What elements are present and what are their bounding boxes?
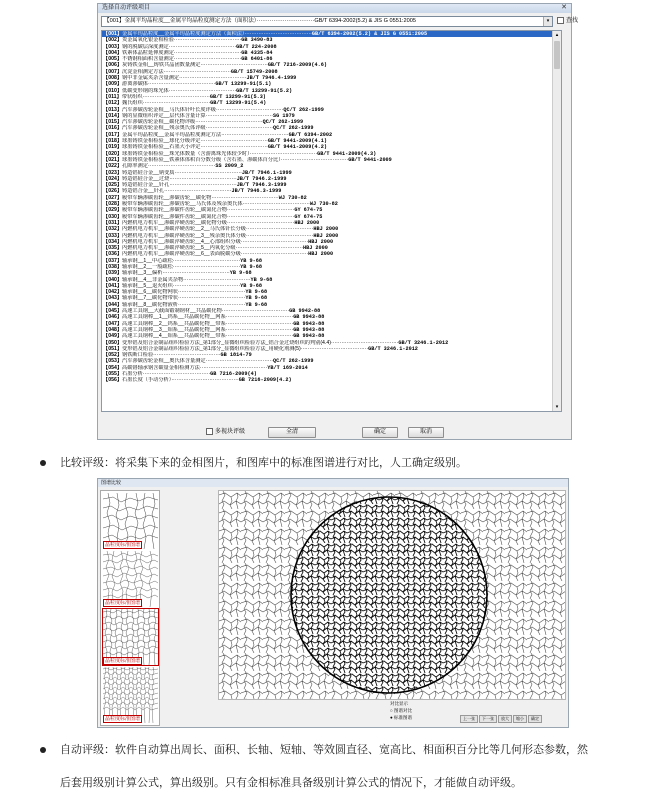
item-dots: ······································· bbox=[221, 131, 289, 138]
item-code: 【012】 bbox=[103, 100, 123, 107]
item-standard: GB/T 6394-2002 bbox=[288, 131, 333, 138]
item-name: 金属平均晶粒度__金属平均晶粒度测定方法（面积法） bbox=[122, 31, 245, 37]
item-name: 球墨铸铁金相检验__石墨大小评定 bbox=[122, 144, 201, 151]
item-code: 【051】 bbox=[103, 345, 123, 352]
checkbox-box[interactable] bbox=[557, 17, 564, 24]
item-standard: GB/T 13299-91(5.3) bbox=[209, 93, 266, 100]
item-name: 履带车辆渗碳齿轮__渗碳件齿轮__碳氮化合物 bbox=[122, 213, 227, 220]
item-dots: ······································· bbox=[153, 352, 221, 359]
item-standard: GB 7216-2009(4.2) bbox=[238, 377, 292, 384]
item-dots: ······································· bbox=[205, 125, 273, 132]
item-dots: ······································· bbox=[225, 320, 294, 327]
zoom-in-button[interactable]: 放大 bbox=[498, 715, 512, 723]
item-standard: GB 7216-2009(4) bbox=[210, 371, 257, 378]
item-dots: ······································· bbox=[300, 345, 369, 352]
item-name: 变形铝及铝合金制品组织检验方法_第1部分_显微组织检验方法_铝合金过烧组织的判别(4.4) bbox=[122, 339, 331, 346]
item-name: 内燃机电力机车__渗碳淬硬齿轮__碳化物分级 bbox=[122, 219, 227, 226]
item-standard: GY 674-75 bbox=[294, 207, 323, 214]
item-code: 【054】 bbox=[103, 364, 123, 371]
item-standard: YB 9-68 bbox=[245, 301, 268, 308]
item-code: 【002】 bbox=[103, 37, 123, 44]
item-standard: YB 9-68 bbox=[229, 270, 252, 277]
item-standard: GB/T 15749-2008 bbox=[230, 68, 278, 75]
item-standard: JB/T 7946.1-1999 bbox=[241, 169, 292, 176]
item-name: 孔隙率测定 bbox=[122, 163, 148, 170]
item-code: 【053】 bbox=[103, 358, 123, 365]
thumbnail-label: 晶粒度标准图谱 bbox=[105, 716, 141, 722]
item-code: 【034】 bbox=[103, 238, 123, 245]
compare-grading-text: 比较评级：将采集下来的金相图片，和图库中的标准图谱进行对比，人工确定级别。 bbox=[60, 457, 467, 469]
item-name: 高速工具钢棒__3__钼系__共晶碳化物__网系 bbox=[122, 326, 226, 333]
item-standard: JB/T 7946.3-1999 bbox=[236, 182, 287, 189]
thumbnail-label: 晶粒度标准图谱 bbox=[105, 542, 141, 548]
item-code: 【007】 bbox=[103, 68, 123, 75]
item-standard: GB/T 9441-2009(4.3) bbox=[317, 150, 377, 157]
item-code: 【016】 bbox=[103, 125, 123, 132]
item-code: 【018】 bbox=[103, 138, 123, 145]
item-code: 【033】 bbox=[103, 232, 123, 239]
item-standard: GB/T 7216-2009(4.6) bbox=[267, 62, 327, 69]
vertical-scrollbar[interactable] bbox=[552, 31, 561, 411]
item-code: 【040】 bbox=[103, 276, 123, 283]
item-dots: ······································· bbox=[245, 226, 314, 233]
item-dots: ······································· bbox=[142, 93, 210, 100]
item-dots: ······································· bbox=[205, 112, 273, 119]
item-name: 球墨铸铁金相检验__铁素体体积百分数分级（含石墨、渗碳体百分比） bbox=[122, 156, 281, 163]
item-code: 【023】 bbox=[103, 169, 123, 176]
item-dots: ······································· bbox=[177, 301, 246, 308]
item-standard: HBJ 2000 bbox=[308, 238, 334, 245]
item-name: 沉淀金相测定方法 bbox=[122, 68, 164, 75]
item-dots: ······································· bbox=[174, 169, 242, 176]
item-standard: WJ 730-82 bbox=[309, 201, 338, 208]
item-name: 铁素体晶粒延伸度测定 bbox=[122, 49, 174, 56]
item-dots: ······································· bbox=[142, 371, 211, 378]
scroll-thumb[interactable] bbox=[554, 41, 560, 69]
standard-list[interactable] bbox=[101, 30, 562, 412]
item-code: 【030】 bbox=[103, 213, 123, 220]
item-code: 【025】 bbox=[103, 182, 123, 189]
find-label: 查找 bbox=[566, 18, 579, 25]
item-standard: GB 9942-88 bbox=[289, 308, 321, 315]
item-name: 贵金属氧化银金相检验 bbox=[122, 37, 174, 44]
item-standard: JB/T 7946.2-1999 bbox=[236, 175, 287, 182]
item-code: 【029】 bbox=[103, 207, 123, 214]
item-dots: ······································· bbox=[169, 182, 237, 189]
item-code: 【010】 bbox=[103, 87, 123, 94]
radio-atlas-compare[interactable]: ○ 图谱对比 bbox=[390, 708, 412, 713]
item-name: 内燃机电力机车__渗碳淬硬齿轮__6__表面脱碳分级 bbox=[122, 251, 241, 258]
scroll-down-icon[interactable]: ▾ bbox=[555, 404, 559, 410]
item-dots: ······································· bbox=[164, 188, 232, 195]
item-code: 【021】 bbox=[103, 156, 123, 163]
item-code: 【009】 bbox=[103, 81, 123, 88]
item-code: 【041】 bbox=[103, 282, 123, 289]
item-code: 【052】 bbox=[103, 352, 123, 359]
ok-button[interactable]: 确定 bbox=[362, 427, 398, 438]
item-standard: GB 9943-88 bbox=[293, 326, 325, 333]
item-name: 带状组织 bbox=[121, 93, 143, 100]
item-standard: GB 6401-86 bbox=[241, 56, 273, 63]
item-dots: ······································· bbox=[163, 68, 231, 75]
item-code: 【045】 bbox=[103, 308, 123, 315]
chevron-down-icon[interactable]: ▾ bbox=[543, 17, 552, 26]
item-name: 高速工具钢棒__1__钨系__共晶碳化物__网系 bbox=[122, 314, 226, 321]
item-name: 铸造铝硅合金__钠变质 bbox=[122, 169, 175, 176]
item-code: 【003】 bbox=[103, 43, 123, 50]
scroll-up-icon[interactable]: ▴ bbox=[555, 32, 559, 38]
atlas-thumbnail-selected[interactable] bbox=[103, 609, 158, 665]
item-name: 轴承钢__7__碳化物带状 bbox=[122, 295, 178, 302]
item-dots: ······································· bbox=[200, 138, 268, 145]
item-dots: ······································· bbox=[249, 150, 318, 157]
item-dots: ······································· bbox=[172, 263, 241, 270]
item-standard: GB/T 13299-91(5.2) bbox=[236, 87, 293, 94]
item-name: 汽车渗碳齿轮金相__碳化物评级 bbox=[122, 119, 196, 126]
item-standard: HBJ 2000 bbox=[294, 219, 320, 226]
compare-controls bbox=[390, 701, 566, 727]
item-code: 【046】 bbox=[103, 314, 123, 321]
atlas-thumbnail-panel[interactable] bbox=[100, 490, 160, 726]
item-standard: GB 9943-88 bbox=[293, 314, 325, 321]
close-icon[interactable]: ✕ bbox=[561, 4, 567, 11]
list-item[interactable] bbox=[102, 377, 552, 383]
item-name: 变形铝及铝合金制品组织检验方法_第1部分_显微组织检验方法_用硬化剂测(5) bbox=[122, 345, 301, 352]
item-dots: ······································· bbox=[225, 333, 294, 340]
item-dots: ······································· bbox=[147, 81, 216, 88]
item-dots: ······································· bbox=[183, 276, 251, 283]
prev-button[interactable]: 上一张 bbox=[460, 715, 478, 723]
auto-grading-text-line1: 自动评级：软件自动算出周长、面积、长轴、短轴、等效圆直径、宽高比、相面积百分比等几何形态参数，然 bbox=[60, 744, 588, 756]
multi-field-checkbox[interactable] bbox=[206, 428, 245, 437]
confirm-button[interactable]: 确定 bbox=[528, 715, 542, 723]
item-name: 石墨分析 bbox=[122, 371, 143, 378]
grain-comparison-image bbox=[219, 491, 565, 699]
item-standard: GB/T 9441-2009 bbox=[348, 156, 392, 163]
item-standard: YB 9-68 bbox=[240, 282, 262, 289]
item-standard: GB/T 3246.1-2012 bbox=[398, 339, 449, 346]
item-dots: ······································· bbox=[168, 43, 237, 50]
item-dots: ······································· bbox=[173, 49, 242, 56]
item-standard: HBJ 2000 bbox=[313, 226, 339, 233]
item-dots: ······································· bbox=[225, 314, 294, 321]
item-name: 钢的脱碳层深度测定 bbox=[122, 43, 169, 50]
list-rows bbox=[102, 31, 552, 384]
find-checkbox[interactable] bbox=[557, 17, 578, 26]
item-dots: ······································· bbox=[235, 245, 303, 252]
item-name: 轴承钢__8__碳化物液析 bbox=[122, 301, 178, 308]
item-name: 灰铸铁金相__铸铁共晶团数量测定 bbox=[122, 62, 201, 69]
item-standard: GB 9943-88 bbox=[293, 320, 325, 327]
item-standard: SS 2009_2 bbox=[215, 163, 244, 170]
item-dots: ······································· bbox=[216, 106, 284, 113]
item-standard: YB 9-68 bbox=[245, 295, 268, 302]
item-code: 【032】 bbox=[103, 226, 123, 233]
item-dots: ······································· bbox=[142, 100, 211, 107]
item-code: 【019】 bbox=[103, 144, 123, 151]
item-standard: GB 3490-83 bbox=[241, 37, 273, 44]
item-dots: ······································· bbox=[199, 364, 268, 371]
item-name: 低碳变形钢的珠光体 bbox=[122, 87, 169, 94]
clear-button[interactable]: 全清 bbox=[268, 427, 316, 438]
item-standard: YB/T 169-2014 bbox=[267, 364, 308, 371]
item-code: 【015】 bbox=[103, 119, 123, 126]
item-dots: ······································· bbox=[177, 289, 246, 296]
item-dots: ······································· bbox=[195, 119, 263, 126]
item-code: 【013】 bbox=[103, 106, 123, 113]
compare-window bbox=[97, 478, 569, 728]
item-code: 【031】 bbox=[103, 219, 123, 226]
item-code: 【048】 bbox=[103, 326, 123, 333]
item-dots: ······································· bbox=[172, 282, 241, 289]
item-dots: ······································· bbox=[173, 37, 242, 44]
item-name: 铸造铝合金__针孔 bbox=[122, 188, 165, 195]
comparison-viewport[interactable] bbox=[218, 490, 566, 700]
item-code: 【004】 bbox=[103, 49, 123, 56]
item-dots: ······································· bbox=[168, 87, 237, 94]
item-code: 【006】 bbox=[103, 62, 123, 69]
radio-label: 图谱对比 bbox=[393, 708, 412, 713]
item-name: 内燃机电力机车__渗碳淬硬齿轮__2__马氏体针长分级 bbox=[122, 226, 246, 233]
auto-grading-text-line2: 后套用级别计算公式，算出级别。只有金相标准具备级别计算公式的情况下，才能做自动评级。 bbox=[60, 777, 522, 789]
bullet-dot bbox=[40, 747, 46, 753]
item-code: 【005】 bbox=[103, 56, 123, 63]
item-code: 【042】 bbox=[103, 289, 123, 296]
item-standard: GB/T 3246.1-2012 bbox=[368, 345, 418, 352]
item-dots: ······································· bbox=[244, 31, 312, 37]
item-standard: GB/T 9441-2009(4.2) bbox=[267, 144, 327, 151]
item-name: 轴承钢__2__一般疏松 bbox=[122, 263, 173, 270]
item-code: 【056】 bbox=[103, 377, 123, 384]
item-dots: ······································· bbox=[245, 232, 314, 239]
item-code: 【017】 bbox=[103, 131, 123, 138]
item-standard: HBJ 2000 bbox=[302, 245, 328, 252]
next-button[interactable]: 下一张 bbox=[479, 715, 497, 723]
item-name: 轴承钢__6__碳化物网状 bbox=[122, 289, 178, 296]
item-standard: WJ 730-82 bbox=[278, 194, 307, 201]
compare-window-title: 图谱比较 bbox=[98, 479, 568, 487]
item-name: 铸造铝硅合金__过烧 bbox=[122, 175, 170, 182]
item-name: 履带车辆渗碳齿轮__渗碳齿轮__碳化物 bbox=[122, 194, 212, 201]
item-dots: ······································· bbox=[240, 251, 309, 258]
item-dots: ······································· bbox=[331, 339, 399, 346]
item-code: 【027】 bbox=[103, 194, 123, 201]
standard-combo[interactable] bbox=[101, 16, 553, 27]
item-dots: ······································· bbox=[211, 194, 279, 201]
item-code: 【011】 bbox=[103, 93, 122, 100]
item-name: 钢的显微组织评定__层代体含量计算 bbox=[122, 112, 206, 119]
item-name: 高速工具钢__大截面锻制钢材__共晶碳化物 bbox=[122, 308, 222, 315]
item-standard: YB 9-68 bbox=[245, 289, 268, 296]
item-code: 【049】 bbox=[103, 333, 123, 340]
item-standard: YB 9-68 bbox=[240, 257, 262, 264]
item-dots: ······································· bbox=[169, 175, 237, 182]
item-name: 轴承钢__4__非金属夹杂物 bbox=[122, 276, 184, 283]
item-dots: ······································· bbox=[200, 62, 268, 69]
item-dots: ······································· bbox=[172, 257, 241, 264]
item-dots: ······································· bbox=[147, 163, 216, 170]
item-code: 【035】 bbox=[103, 245, 123, 252]
atlas-thumbnail[interactable] bbox=[103, 667, 158, 723]
item-code: 【055】 bbox=[103, 371, 123, 378]
item-code: 【001】 bbox=[103, 31, 123, 37]
item-dots: ······································· bbox=[280, 156, 349, 163]
item-standard: GB 1814-79 bbox=[220, 352, 252, 359]
item-code: 【037】 bbox=[103, 257, 123, 264]
item-code: 【022】 bbox=[103, 163, 123, 170]
item-name: 魏氏组织 bbox=[122, 100, 143, 107]
item-name: 内燃机电力机车__渗碳淬硬齿轮__5__内氧化分级 bbox=[122, 245, 236, 252]
item-name: 轴承钢__1__中心疏松 bbox=[122, 257, 173, 264]
atlas-thumbnail[interactable] bbox=[103, 551, 158, 607]
grading-item-dialog bbox=[97, 3, 579, 440]
item-code: 【028】 bbox=[103, 201, 123, 208]
dialog-title: 选择自动评级项目 bbox=[98, 4, 571, 13]
item-name: 金属平均晶粒度__金属平均晶粒度测定方法 bbox=[122, 131, 222, 138]
item-standard: GB/T 224-2008 bbox=[236, 43, 277, 50]
compare-display-label: 对比显示 bbox=[390, 701, 408, 706]
item-dots: ······································· bbox=[240, 238, 309, 245]
item-dots: ······································· bbox=[225, 326, 294, 333]
item-code: 【026】 bbox=[103, 188, 123, 195]
item-standard: GB/T 6394-2002(5.2) & JIS G 0551:2005 bbox=[311, 31, 428, 37]
thumbnail-label: 晶粒度标准图谱 bbox=[105, 600, 141, 606]
item-name: 汽车渗碳齿轮金相__奥氏体含量测定 bbox=[122, 358, 206, 365]
item-standard: GB 9943-88 bbox=[293, 333, 325, 340]
item-code: 【036】 bbox=[103, 251, 123, 258]
item-name: 内燃机电力机车__渗碳淬硬齿轮__4__心部组织分级 bbox=[122, 238, 241, 245]
item-standard: GB/T 13299-91(5.4) bbox=[210, 100, 267, 107]
item-dots: ······································· bbox=[200, 144, 268, 151]
item-name: 高速工具钢棒__4__钼系__共晶碳化物__带系 bbox=[122, 333, 226, 340]
item-code: 【038】 bbox=[103, 263, 123, 270]
item-name: 履带车辆渗碳齿轮__渗碳件齿轮__碳氮化合物 bbox=[122, 207, 227, 214]
item-code: 【014】 bbox=[103, 112, 123, 119]
item-name: 钢中非金属夹杂含量测定 bbox=[122, 75, 180, 82]
item-code: 【008】 bbox=[103, 75, 123, 82]
item-dots: ······································· bbox=[226, 207, 295, 214]
item-dots: ······································· bbox=[162, 270, 230, 277]
item-standard: QC/T 262-1999 bbox=[273, 358, 314, 365]
item-standard: HBJ 2000 bbox=[308, 251, 334, 258]
item-dots: ······································· bbox=[221, 308, 290, 315]
item-dots: ······································· bbox=[226, 213, 295, 220]
item-dots: ······································· bbox=[171, 377, 239, 384]
item-dots: ······································· bbox=[242, 201, 310, 208]
item-name: 高碳铬轴承钢含碳量金相检测方法 bbox=[122, 364, 200, 371]
item-name: 铸造铝硅合金__针孔 bbox=[122, 182, 170, 189]
item-code: 【047】 bbox=[103, 320, 123, 327]
item-standard: YB 9-68 bbox=[240, 263, 262, 270]
item-standard: GB/T 13299-91(5.1) bbox=[215, 81, 272, 88]
bullet-dot bbox=[40, 460, 46, 466]
item-code: 【050】 bbox=[103, 339, 123, 346]
item-name: 内燃机电力机车__渗碳淬硬齿轮__3__残余奥氏体分级 bbox=[122, 232, 246, 239]
item-standard: QC/T 262-1999 bbox=[262, 119, 304, 126]
item-name: 汽车渗碳齿轮金相__残余奥氏体评级 bbox=[122, 125, 206, 132]
multi-label: 多视块评级 bbox=[215, 429, 246, 436]
item-name: 轴承钢__5__退火组织 bbox=[122, 282, 173, 289]
thumbnail-label: 晶粒度标准图谱 bbox=[105, 658, 141, 664]
item-name: 高速工具钢棒__2__钨系__共晶碳化物__带系 bbox=[122, 320, 226, 327]
item-standard: JB/T 7946.3-1999 bbox=[231, 188, 282, 195]
item-name: 汽车渗碳齿轮金相__马氏体针叶长度评级 bbox=[122, 106, 216, 113]
item-code: 【039】 bbox=[103, 270, 123, 277]
item-name: 钢铁断口检验 bbox=[122, 352, 154, 359]
item-standard: HBJ 2000 bbox=[313, 232, 339, 239]
item-code: 【044】 bbox=[103, 301, 123, 308]
item-dots: ······································· bbox=[177, 295, 246, 302]
item-code: 【024】 bbox=[103, 175, 123, 182]
checkbox-box[interactable] bbox=[206, 428, 213, 435]
item-standard: YB 9-68 bbox=[250, 276, 273, 283]
item-standard: SG 1979 bbox=[273, 112, 295, 119]
cancel-button[interactable]: 取消 bbox=[408, 427, 444, 438]
item-name: 履带车辆渗碳齿轮__渗碳齿轮__马氏体及残余奥氏体 bbox=[122, 201, 243, 208]
item-code: 【020】 bbox=[103, 150, 123, 157]
item-dots: ······································· bbox=[173, 56, 242, 63]
item-standard: QC/T 262-1999 bbox=[273, 125, 314, 132]
item-name: 球墨铸铁金相检验__球化分级评定 bbox=[122, 138, 201, 145]
item-code: 【043】 bbox=[103, 295, 123, 302]
atlas-thumbnail[interactable] bbox=[103, 493, 158, 549]
item-standard: JB/T 7946.4-1999 bbox=[246, 75, 297, 82]
radio-standard-atlas[interactable]: ● 标准图谱 bbox=[390, 715, 412, 720]
zoom-out-button[interactable]: 缩小 bbox=[513, 715, 527, 723]
item-name: 游离渗碳体 bbox=[122, 81, 148, 88]
item-standard: QC/T 262-1999 bbox=[283, 106, 324, 113]
radio-label: 标准图谱 bbox=[393, 715, 412, 720]
item-name: 轴承钢__3__偏析 bbox=[122, 270, 163, 277]
item-standard: GB/T 9441-2009(4.1) bbox=[267, 138, 327, 145]
combo-value: 【001】金属平均晶粒度__金属平均晶粒度测定方法（面积法）·······························GB/T 6394-2002(5.2) & JIS G 0551:2005 bbox=[104, 18, 416, 24]
item-dots: ······································· bbox=[205, 358, 273, 365]
item-standard: GB 4335-84 bbox=[241, 49, 273, 56]
item-dots: ······································· bbox=[179, 75, 247, 82]
item-standard: GY 674-75 bbox=[294, 213, 323, 220]
item-dots: ······································· bbox=[226, 219, 295, 226]
item-name: 石墨长度（手动分析） bbox=[122, 377, 172, 384]
item-name: 球墨铸铁金相检验__珠光体数量（含游离珠光体较少时） bbox=[122, 150, 250, 157]
item-name: 不锈钢相面积含量测定 bbox=[122, 56, 174, 63]
